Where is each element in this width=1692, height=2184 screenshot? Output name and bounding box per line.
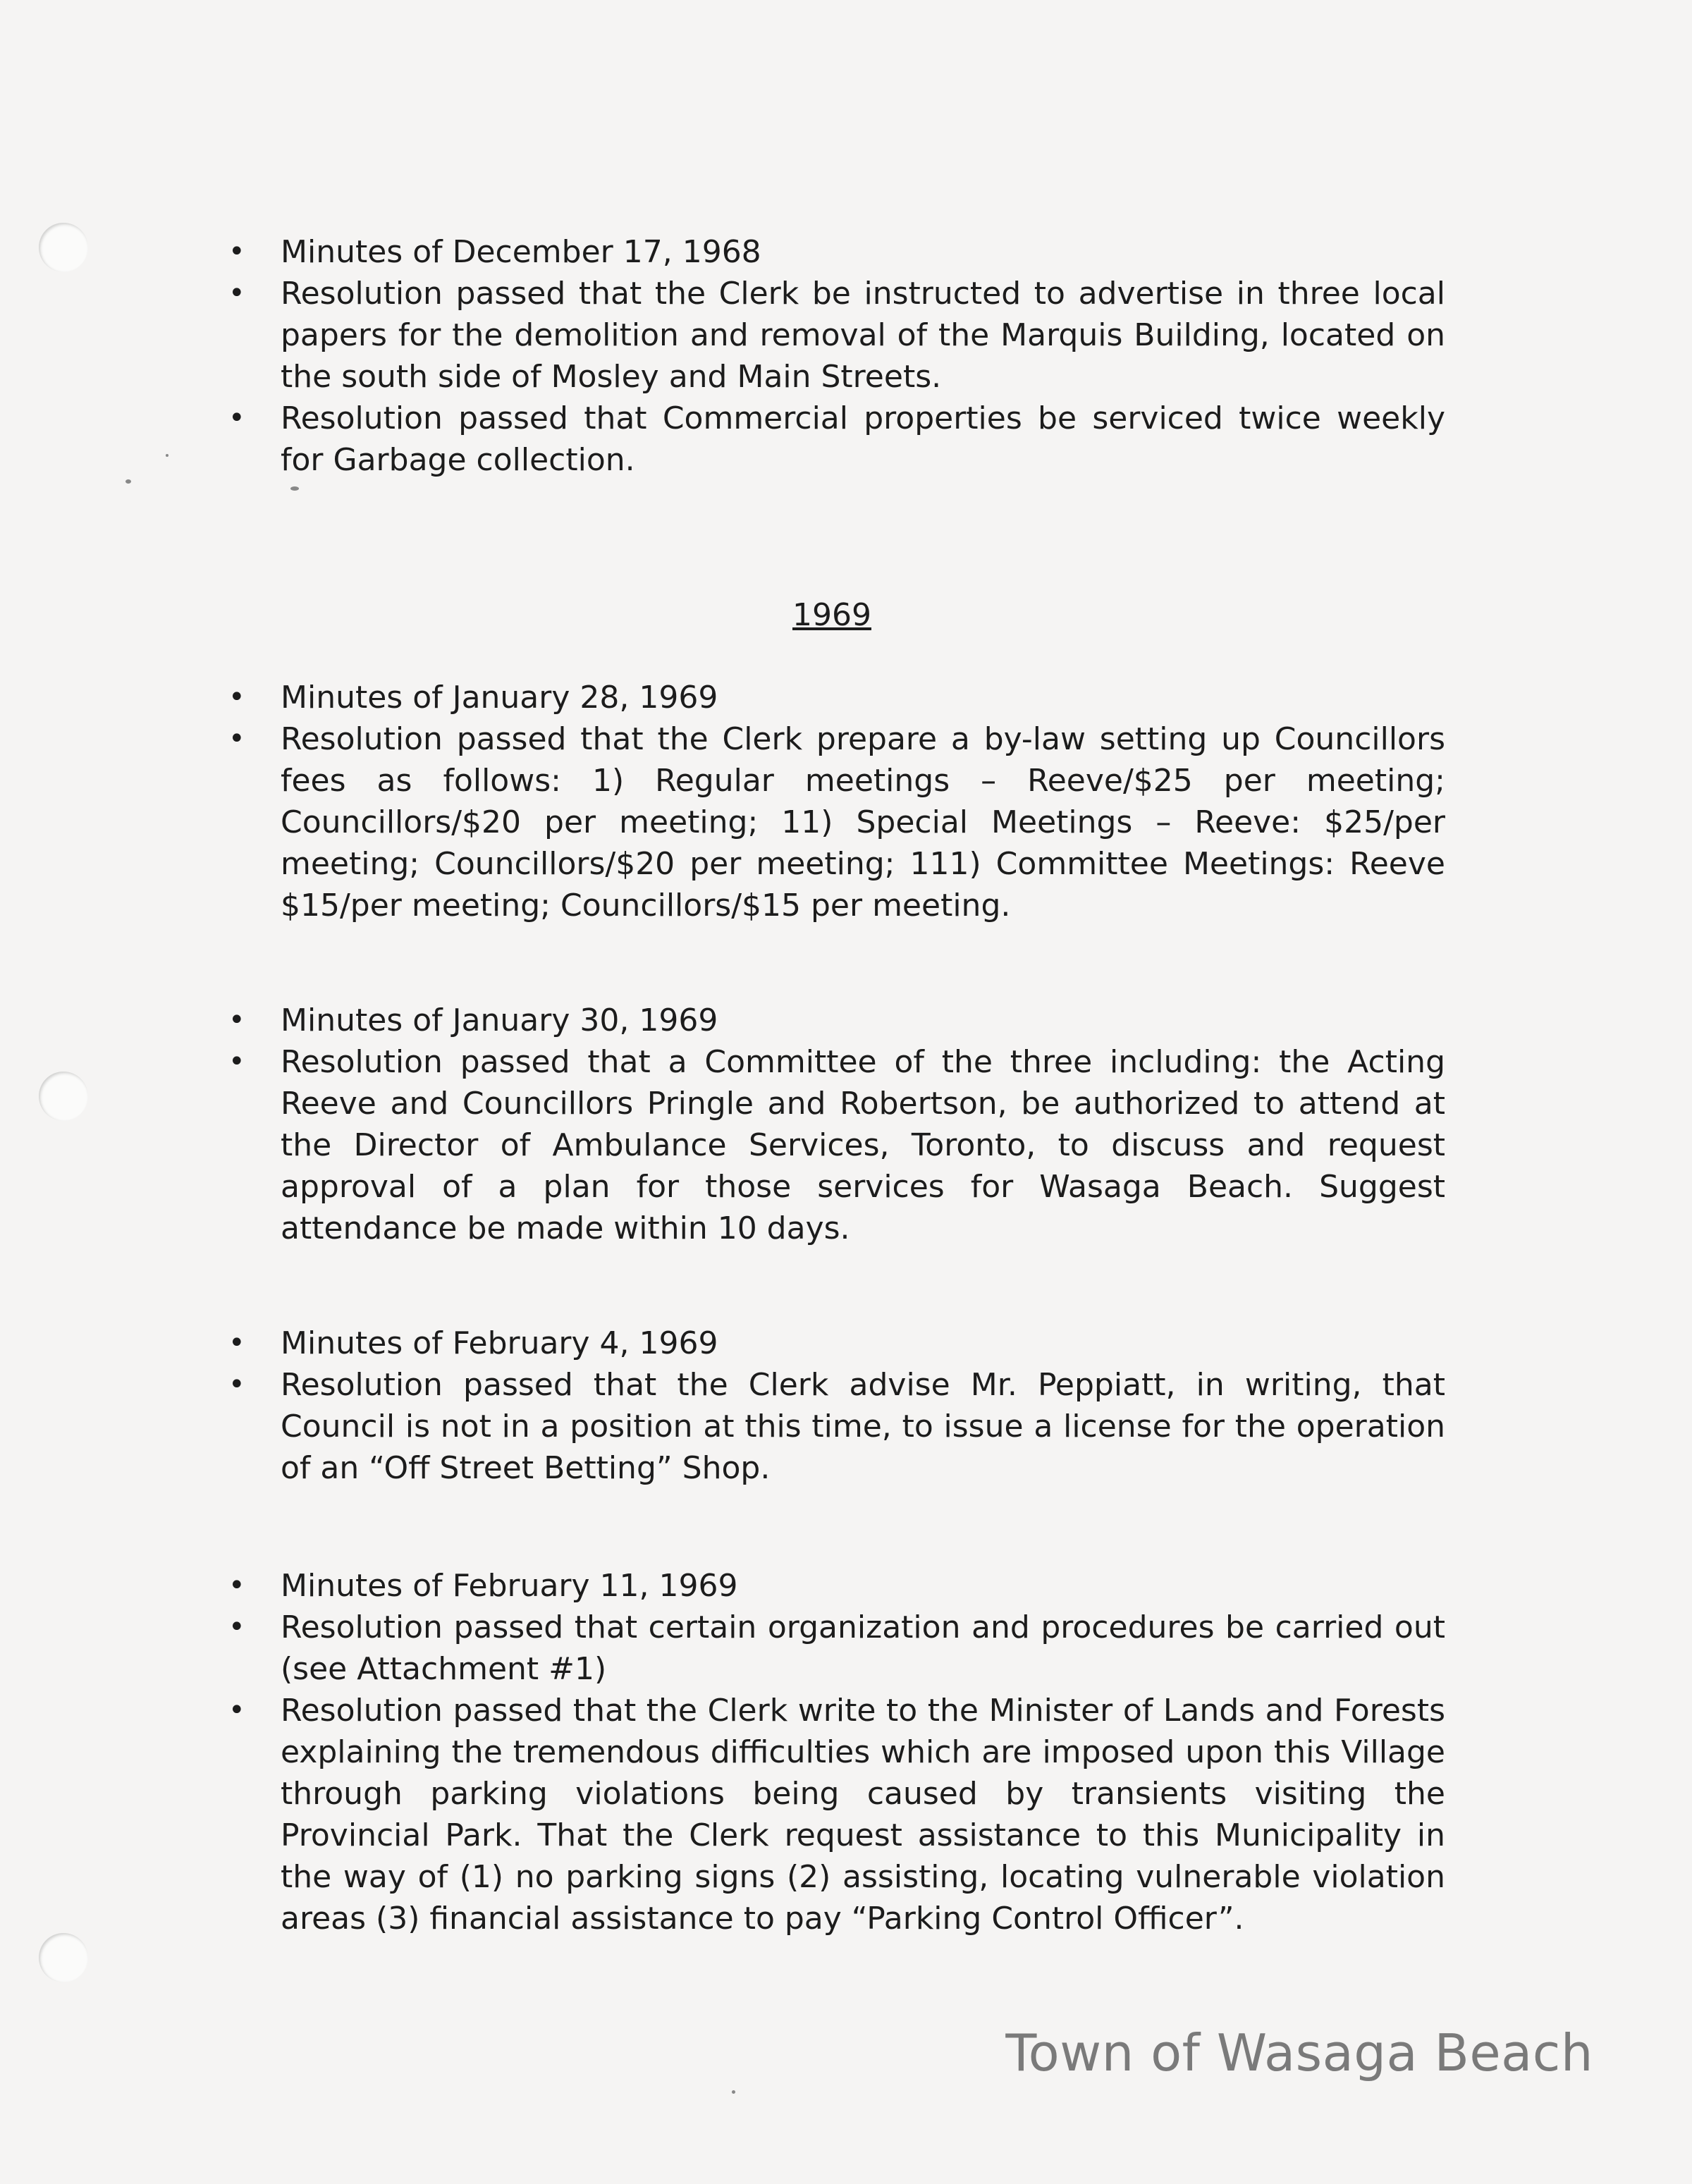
minutes-section xyxy=(219,677,1445,926)
list-item: • Resolution passed that the Clerk advise Mr. Peppiatt, in writing, that Council is not in a position at this time, to issue a license for the operation of an “Off Street Betting” Shop. xyxy=(219,1364,1445,1489)
minutes-section xyxy=(219,1000,1445,1249)
punch-hole xyxy=(39,1072,88,1121)
list-item: • Minutes of February 11, 1969 xyxy=(219,1565,1445,1607)
list-item: • Resolution passed that a Committee of the three including: the Acting Reeve and Councillors Pringle and Robertson, be authorized to attend at the Director of Ambulance Services, Toronto, to discuss and request approval of a plan for those services for Wasaga Beach. Suggest attendance be made within 10 days. xyxy=(219,1041,1445,1249)
list-item: • Resolution passed that certain organization and procedures be carried out (see Attachment #1) xyxy=(219,1607,1445,1690)
list-item: • Minutes of January 30, 1969 xyxy=(219,1000,1445,1041)
list-item: • Resolution passed that the Clerk write to the Minister of Lands and Forests explaining the tremendous difficulties which are imposed upon this Village through parking violations being caused by transients visiting the Provincial Park. That the Clerk request assistance to this Municipality in the way of (1) no parking signs (2) assisting, locating vulnerable violation areas (3) financial assistance to pay “Parking Control Officer”. xyxy=(219,1690,1445,1939)
bullet-list xyxy=(219,231,1445,481)
bullet-list xyxy=(219,1323,1445,1489)
list-item: • Minutes of January 28, 1969 xyxy=(219,677,1445,718)
list-item: • Resolution passed that the Clerk prepare a by-law setting up Councillors fees as follows: 1) Regular meetings – Reeve/$25 per meeting; Councillors/$20 per meeting; 11) Special Meetings – Reeve: $25/per meeting; Councillors/$20 per meeting; 111) Committee Meetings: Reeve $15/per meeting; Councillors/$15 per meeting. xyxy=(219,718,1445,926)
minutes-section xyxy=(219,1323,1445,1489)
scan-speck xyxy=(125,479,131,484)
list-item: • Resolution passed that Commercial properties be serviced twice weekly for Garbage collection. xyxy=(219,398,1445,481)
scan-speck xyxy=(166,454,168,457)
punch-hole xyxy=(39,223,88,272)
bullet-list xyxy=(219,677,1445,926)
list-item: • Minutes of December 17, 1968 xyxy=(219,231,1445,273)
watermark-text: Town of Wasaga Beach xyxy=(1005,2023,1593,2082)
scan-speck xyxy=(290,486,299,491)
minutes-section xyxy=(219,1565,1445,1939)
punch-hole xyxy=(39,1933,88,1982)
bullet-list xyxy=(219,1565,1445,1939)
list-item: • Minutes of February 4, 1969 xyxy=(219,1323,1445,1364)
minutes-section xyxy=(219,231,1445,481)
scan-speck xyxy=(732,2090,735,2094)
list-item: • Resolution passed that the Clerk be instructed to advertise in three local papers for the demolition and removal of the Marquis Building, located on the south side of Mosley and Main Streets. xyxy=(219,273,1445,398)
year-heading: 1969 xyxy=(792,597,871,633)
bullet-list xyxy=(219,1000,1445,1249)
